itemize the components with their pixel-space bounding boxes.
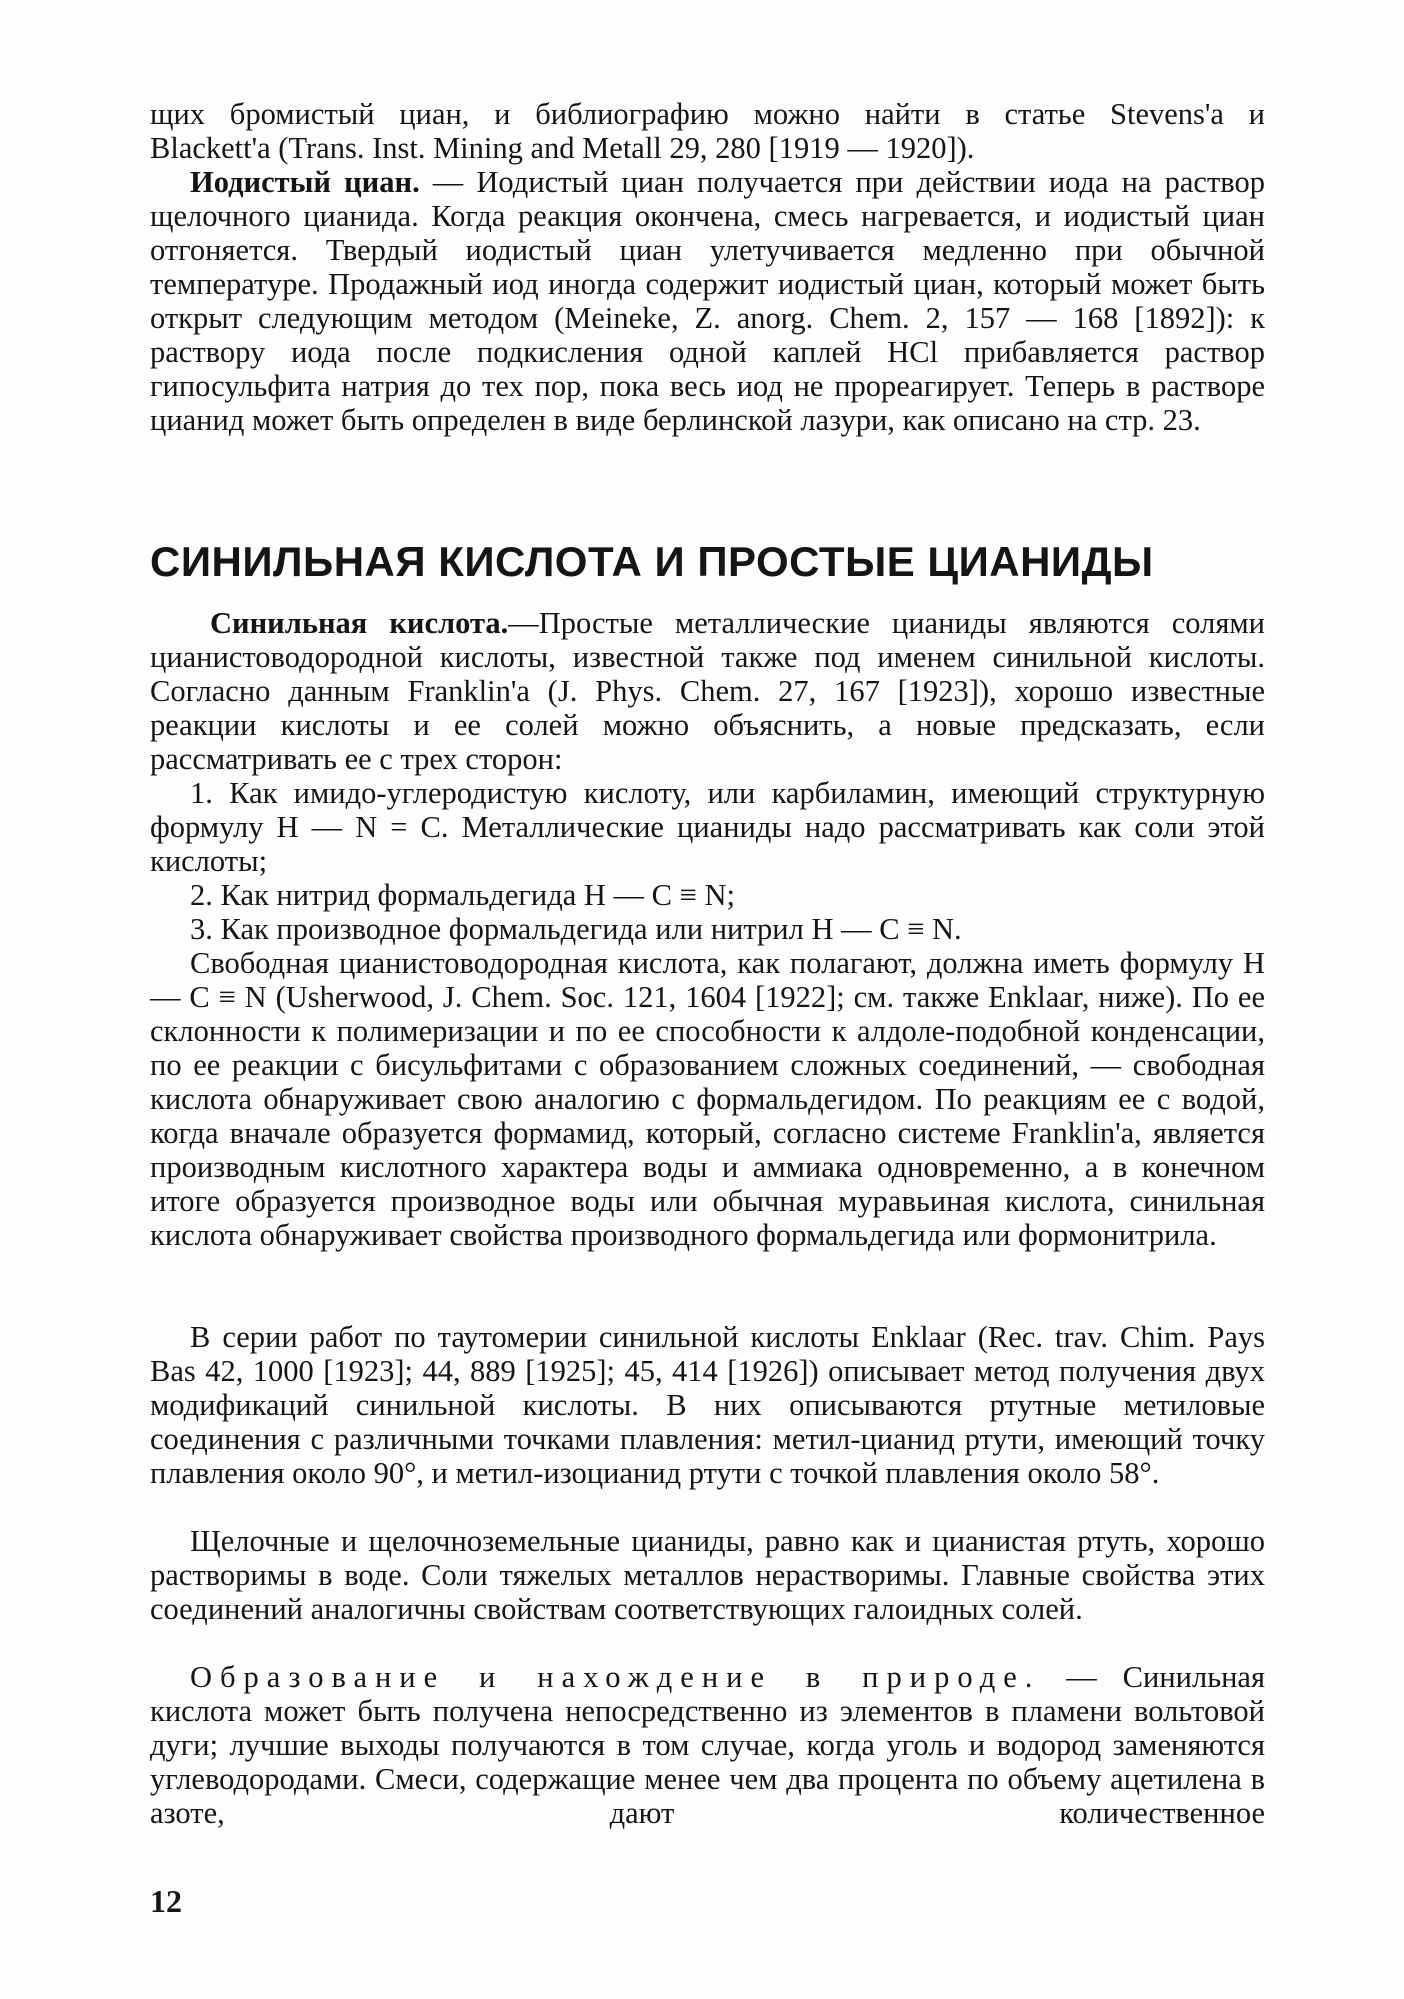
paragraph [150, 606, 1265, 776]
hcn-paragraph [150, 606, 1265, 776]
run-in-heading: Синильная кислота. [210, 606, 509, 640]
alkali-paragraph [150, 1524, 1265, 1626]
paragraph [150, 1660, 1265, 1830]
paragraph-text: —Простые металлические цианиды являются солями цианистоводородной кислоты, известной также под именем синильной кислоты. Согласно данным Franklin'a (J. Phys. Chem. 27, 167 [1923]), хорошо известные реакции кислоты и ее солей можно объяснить, а новые предсказать, если рассматривать ее с трех сторон: [150, 606, 1265, 776]
section-title: СИНИЛЬНАЯ КИСЛОТА И ПРОСТЫЕ ЦИАНИДЫ [150, 538, 1154, 585]
numbered-list [150, 776, 1265, 946]
run-in-heading: Образование и нахождение в природе. [190, 1660, 1041, 1694]
paragraph: Щелочные и щелочноземельные цианиды, равно как и цианистая ртуть, хорошо растворимы в воде. Соли тяжелых металлов нерастворимы. Главные свойства этих соединений аналогичны свойствам соответствующих галоидных солей. [150, 1524, 1265, 1626]
paragraph: Свободная цианистоводородная кислота, как полагают, должна иметь формулу H — C ≡ N (Usherwood, J. Chem. Soc. 121, 1604 [1922]; см. также Enklaar, ниже). По ее склонности к полимеризации и по ее способности к алдоле-подобной конденсации, по ее реакции с бисульфитами с образованием сложных соединений, — свободная кислота обнаруживает свою аналогию с формальдегидом. По реакциям ее с водой, когда вначале образуется формамид, который, согласно системе Franklin'a, является производным кислотного характера воды и аммиака одновременно, а в конечном итоге образуется производное воды или обычная муравьиная кислота, синильная кислота обнаруживает свойства производного формальдегида или формонитрила. [150, 946, 1265, 1252]
list-item: 3. Как производное формальдегида или нитрил H — C ≡ N. [190, 912, 962, 946]
paragraph [150, 165, 1265, 437]
list-item: 2. Как нитрид формальдегида H — C ≡ N; [190, 878, 735, 912]
page-number: 12 [150, 1883, 182, 1919]
list-item: 1. Как имидо-углеродистую кислоту, или карбиламин, имеющий структурную формулу H — N = C. Металлические цианиды надо рассматривать как соли этой кислоты; [150, 776, 1265, 878]
iodine-cyanide-paragraph [150, 165, 1265, 437]
free-acid-paragraph [150, 946, 1265, 1252]
continuation-line-1: щих бромистый циан, и библиографию можно найти в статье Stevens'a и [150, 97, 1265, 131]
paragraph: В серии работ по таутомерии синильной кислоты Enklaar (Rec. trav. Chim. Pays Bas 42, 1000 [1923]; 44, 889 [1925]; 45, 414 [1926]) описывает метод получения двух модификаций синильной кислоты. В них описываются ртутные метиловые соединения с различными точками плавления: метил-цианид ртути, имеющий точку плавления около 90°, и метил-изоцианид ртути с точкой плавления около 58°. [150, 1320, 1265, 1490]
continuation-line-2: Blackett'a (Trans. Inst. Mining and Metall 29, 280 [1919 — 1920]). [150, 131, 975, 165]
run-in-heading: Иодистый циан. [190, 165, 420, 199]
formation-paragraph [150, 1660, 1265, 1830]
paragraph-text: — Иодистый циан получается при действии иода на раствор щелочного цианида. Когда реакция окончена, смесь нагревается, и иодистый циан отгоняется. Твердый иодистый циан улетучивается медленно при обычной температуре. Продажный иод иногда содержит иодистый циан, который может быть открыт следующим методом (Meineke, Z. anorg. Chem. 2, 157 — 168 [1892]): к раствору иода после подкисления одной каплей HCl прибавляется раствор гипосульфита натрия до тех пор, пока весь иод не прореагирует. Теперь в растворе цианид может быть определен в виде берлинской лазури, как описано на стр. 23. [150, 165, 1265, 437]
paragraph-text: — Синильная кислота может быть получена непосредственно из элементов в пламени вольтовой дуги; лучшие выходы получаются в том случае, когда уголь и водород заменяются углеводородами. Смеси, содержащие менее чем два процента по объему ацетилена в азоте, дают количественное [150, 1660, 1265, 1830]
continuation-block [150, 97, 1265, 165]
enklaar-paragraph [150, 1320, 1265, 1490]
